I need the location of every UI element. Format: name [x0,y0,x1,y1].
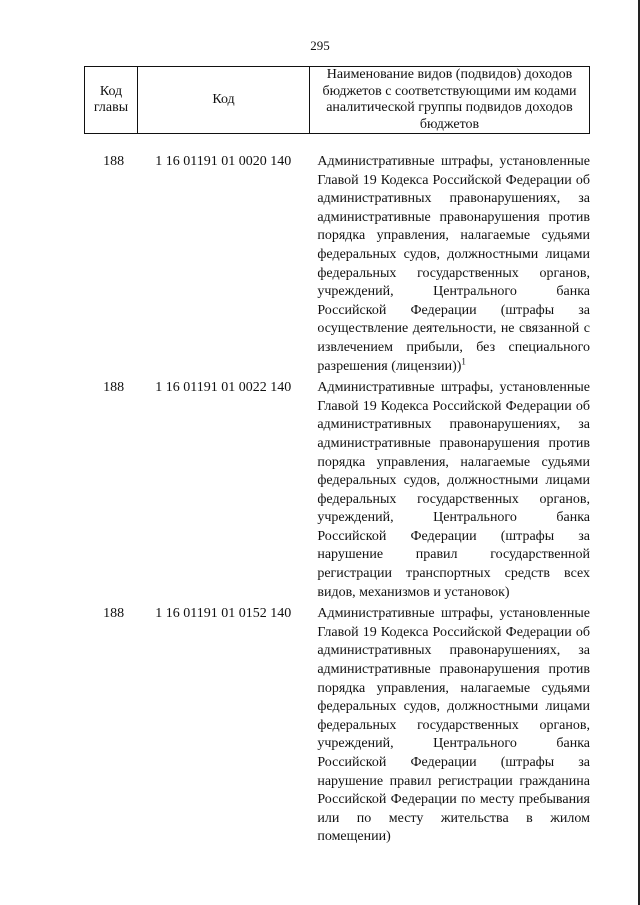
row-chapter-code: 188 [103,606,125,622]
row-description [317,153,590,376]
row-chapter-code: 188 [103,380,125,396]
row-chapter-code: 188 [103,154,125,169]
table-row [84,153,590,376]
row-description [317,379,590,602]
row-description [317,605,590,847]
row-description-text: Административные штрафы, установленные Главой 19 Кодекса Российской Федерации об административных правонарушениях, за административные правонарушения против порядка управления, налагаемые судьями федеральных судов, должностными лицами федеральных государственных органов, учреждений, Центрального банка Российской Федерации (штрафы за нарушение правил государственной регистрации транспортных средств всех видов, механизмов и установок) [317,380,590,600]
row-code: 1 16 01191 01 0020 140 [155,154,292,169]
table-row [84,379,590,602]
row-code: 1 16 01191 01 0152 140 [155,606,292,622]
footnote-marker: 1 [461,355,466,366]
table-header [84,66,590,134]
header-chapter-code: Код главы [85,67,138,133]
row-description-text: Административные штрафы, установленные Главой 19 Кодекса Российской Федерации об административных правонарушениях, за административные правонарушения против порядка управления, налагаемые судьями федеральных судов, должностными лицами федеральных государственных органов, учреждений, Центрального банка Российской Федерации (штрафы за нарушение правил регистрации гражданина Российской Федерации по месту пребывания или по месту жительства в жилом помещении) [317,606,590,845]
header-name: Наименование видов (подвидов) доходов бюджетов с соответствующими им кодами аналитической группы подвидов доходов бюджетов [322,67,577,132]
header-code: Код [138,67,310,133]
row-code: 1 16 01191 01 0022 140 [155,380,292,396]
table-row [84,605,590,847]
row-description-text: Административные штрафы, установленные Главой 19 Кодекса Российской Федерации об административных правонарушениях, за административные правонарушения против порядка управления, налагаемые судьями федеральных судов, должностными лицами федеральных государственных органов, учреждений, Центрального банка Российской Федерации (штрафы за осуществление деятельности, не связанной с извлечением прибыли, без специального разрешения (лицензии)) [317,154,590,374]
table-body [84,153,590,850]
page-number: 295 [310,38,330,53]
